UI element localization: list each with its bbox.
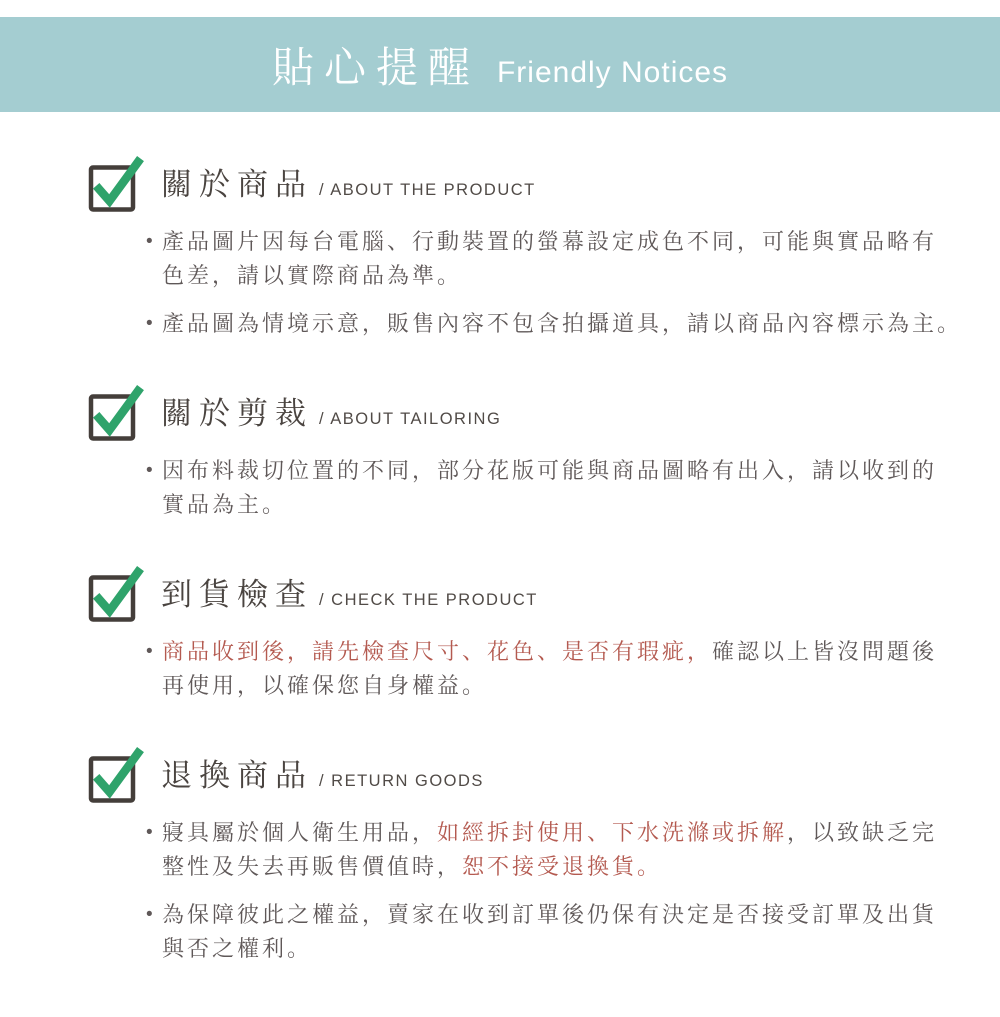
section-about-tailoring bbox=[88, 385, 1000, 522]
bullet-text-line bbox=[162, 488, 937, 522]
bullet-list bbox=[146, 225, 1000, 341]
bullet-text-segment: 整性及失去再販售價值時， bbox=[162, 854, 463, 879]
friendly-notices-page bbox=[0, 17, 1000, 966]
section-header-check-the-product bbox=[88, 566, 1000, 627]
bullet-text-segment: 產品圖為情境示意，販售內容不包含拍攝道具，請以商品內容標示為主。 bbox=[162, 311, 963, 336]
checked-checkbox-icon bbox=[88, 385, 144, 446]
bullet-text-line bbox=[162, 898, 937, 932]
section-title-en: / ABOUT TAILORING bbox=[319, 410, 502, 428]
bullet-text-line bbox=[162, 635, 937, 669]
bullet-item bbox=[146, 816, 1000, 884]
checked-checkbox-icon bbox=[88, 566, 144, 627]
bullet-text-line bbox=[162, 932, 937, 966]
section-return-goods bbox=[88, 747, 1000, 966]
bullet-text-line bbox=[162, 850, 937, 884]
bullet-text-line bbox=[162, 454, 937, 488]
bullet-text-segment: 色差，請以實際商品為準。 bbox=[162, 263, 463, 288]
section-title-zh: 關於商品 bbox=[161, 167, 313, 202]
bullet-text bbox=[162, 816, 937, 884]
bullet-text-segment: 與否之權利。 bbox=[162, 936, 313, 961]
bullet-item bbox=[146, 454, 1000, 522]
section-titles bbox=[161, 578, 538, 612]
section-header-return-goods bbox=[88, 747, 1000, 808]
bullet-text-segment: ，以致缺乏完 bbox=[787, 820, 938, 845]
section-header-about-the-product bbox=[88, 156, 1000, 217]
section-title-zh: 到貨檢查 bbox=[161, 577, 313, 612]
section-title-zh: 關於剪裁 bbox=[161, 396, 313, 431]
bullet-text-segment: 如經拆封使用、下水洗滌或拆解 bbox=[437, 820, 788, 845]
bullet-list bbox=[146, 635, 1000, 703]
checked-checkbox-icon bbox=[88, 156, 144, 217]
bullet-text-line bbox=[162, 307, 962, 341]
bullet-item bbox=[146, 898, 1000, 966]
bullet-text-segment: 商品收到後，請先檢查尺寸、花色、是否有瑕疵， bbox=[162, 639, 713, 664]
bullet-text bbox=[162, 454, 937, 522]
section-title-en: / CHECK THE PRODUCT bbox=[319, 591, 538, 609]
section-about-the-product bbox=[88, 156, 1000, 341]
section-titles bbox=[161, 397, 501, 431]
section-title-zh: 退換商品 bbox=[161, 758, 313, 793]
bullet-dot-icon: • bbox=[146, 313, 153, 334]
bullet-dot-icon: • bbox=[146, 641, 153, 662]
bullet-dot-icon: • bbox=[146, 231, 153, 252]
bullet-text-segment: 確認以上皆沒問題後 bbox=[712, 639, 938, 664]
bullet-item bbox=[146, 225, 1000, 293]
section-title-en: / RETURN GOODS bbox=[319, 772, 484, 790]
bullet-text-segment: 寢具屬於個人衛生用品， bbox=[162, 820, 438, 845]
header-title-group bbox=[272, 35, 728, 95]
header-title-en: Friendly Notices bbox=[496, 55, 729, 89]
bullet-text-segment: 產品圖片因每台電腦、行動裝置的螢幕設定成色不同，可能與實品略有 bbox=[162, 229, 938, 254]
bullet-text bbox=[162, 307, 962, 341]
bullet-text-segment: 實品為主。 bbox=[162, 492, 288, 517]
bullet-list bbox=[146, 816, 1000, 966]
bullet-text-segment: 為保障彼此之權益，賣家在收到訂單後仍保有決定是否接受訂單及出貨 bbox=[162, 902, 938, 927]
header-banner bbox=[0, 17, 1000, 112]
notice-sections-container bbox=[0, 156, 1000, 966]
bullet-text-segment: 因布料裁切位置的不同，部分花版可能與商品圖略有出入，請以收到的 bbox=[162, 458, 938, 483]
bullet-text-line bbox=[162, 669, 937, 703]
bullet-text-segment: 再使用，以確保您自身權益。 bbox=[162, 673, 488, 698]
bullet-text-line bbox=[162, 259, 937, 293]
bullet-text-line bbox=[162, 225, 937, 259]
section-header-about-tailoring bbox=[88, 385, 1000, 446]
bullet-dot-icon: • bbox=[146, 822, 153, 843]
bullet-dot-icon: • bbox=[146, 904, 153, 925]
section-check-the-product bbox=[88, 566, 1000, 703]
bullet-text bbox=[162, 225, 937, 293]
section-title-en: / ABOUT THE PRODUCT bbox=[319, 181, 536, 199]
bullet-item bbox=[146, 307, 1000, 341]
section-titles bbox=[161, 168, 536, 202]
bullet-dot-icon: • bbox=[146, 460, 153, 481]
bullet-text bbox=[162, 635, 937, 703]
bullet-list bbox=[146, 454, 1000, 522]
header-title-zh: 貼心提醒 bbox=[271, 43, 480, 91]
bullet-text-line bbox=[162, 816, 937, 850]
bullet-item bbox=[146, 635, 1000, 703]
bullet-text bbox=[162, 898, 937, 966]
section-titles bbox=[161, 759, 484, 793]
bullet-text-segment: 恕不接受退換貨。 bbox=[462, 854, 663, 879]
checked-checkbox-icon bbox=[88, 747, 144, 808]
